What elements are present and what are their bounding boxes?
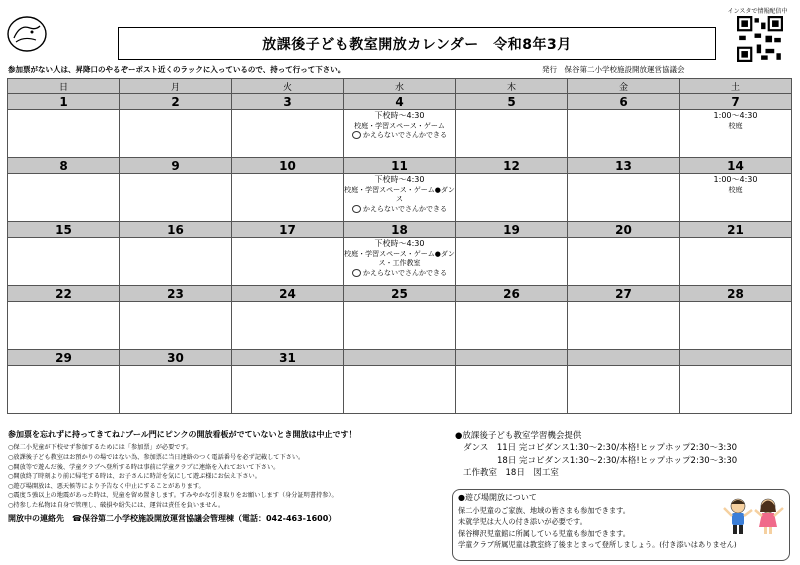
event-cell (232, 174, 344, 222)
date-cell: 1 (8, 94, 120, 110)
weekday-header: 水 (344, 79, 456, 94)
event-cell (8, 238, 120, 286)
date-cell: 15 (8, 222, 120, 238)
participation-notice: 参加票がない人は、昇降口のやるぞーポスト近くのラックに入っているので、持って行って下さい。 (8, 65, 346, 74)
calendar-table (7, 78, 792, 414)
learning-section (455, 430, 795, 479)
date-row (8, 286, 792, 302)
event-cell (680, 366, 792, 414)
playground-line: 学童クラブ所属児童は教室終了後まとまって登所しましょう。(付き添いはありません) (458, 540, 737, 550)
event-row (8, 238, 792, 286)
date-cell: 23 (120, 286, 232, 302)
date-row (8, 94, 792, 110)
stay-icon (352, 205, 361, 213)
event-cell (456, 238, 568, 286)
notes-list (8, 443, 448, 510)
event-cell (232, 110, 344, 158)
event-cell (344, 366, 456, 414)
date-row (8, 222, 792, 238)
date-cell: 29 (8, 350, 120, 366)
event-cell (456, 302, 568, 350)
date-cell: 20 (568, 222, 680, 238)
date-cell: 10 (232, 158, 344, 174)
date-cell: 7 (680, 94, 792, 110)
event-cell (568, 238, 680, 286)
event-cell (680, 174, 792, 222)
event-note-line (344, 131, 455, 140)
note-item: ○開放終了時刻より前に帰宅する時は、お子さんに時計を気にして遊ぶ様にお伝え下さい。 (8, 473, 261, 481)
event-note: かえらないでさんかできる (363, 268, 447, 277)
event-cell (232, 238, 344, 286)
playground-heading: ●遊び場開放について (458, 493, 537, 502)
event-cell (120, 366, 232, 414)
learning-line: 工作教室 18日 図工室 (463, 467, 559, 478)
weekday-header: 木 (456, 79, 568, 94)
date-cell: 21 (680, 222, 792, 238)
instagram-label: インスタで情報配信中 (727, 8, 788, 15)
date-row (8, 350, 792, 366)
event-cell (120, 302, 232, 350)
event-cell (344, 238, 456, 286)
note-item: ○放課後子ども教室はお預かりの場ではない為、参加票に当日連絡のつく電話番号を必ず記載して下さい。 (8, 454, 305, 461)
date-cell (456, 350, 568, 366)
event-cell (680, 110, 792, 158)
event-note: かえらないでさんかできる (363, 204, 447, 213)
event-time: 下校時～4:30 (374, 111, 425, 120)
event-activity: 校庭・学習スペース・ゲーム●ダンス (344, 185, 455, 204)
event-cell (8, 302, 120, 350)
event-time: 下校時～4:30 (374, 239, 425, 248)
page-title: 放課後子ども教室開放カレンダー 令和8年3月 (118, 27, 716, 60)
date-cell: 25 (344, 286, 456, 302)
event-cell (120, 174, 232, 222)
event-cell (232, 366, 344, 414)
stay-icon (352, 131, 361, 139)
note-item: ○震度５強以上の地震があった時は、児童を留め置きします。すみやかな引き取りをお願いします（身分証明書持参）。 (8, 492, 338, 500)
event-row (8, 302, 792, 350)
weekday-header: 土 (680, 79, 792, 94)
date-cell: 19 (456, 222, 568, 238)
event-cell (456, 174, 568, 222)
date-cell: 18 (344, 222, 456, 238)
date-cell: 14 (680, 158, 792, 174)
date-cell: 16 (120, 222, 232, 238)
event-activity: 校庭・学習スペース・ゲーム●ダンス・工作教室 (344, 249, 455, 268)
date-cell: 27 (568, 286, 680, 302)
event-cell (568, 366, 680, 414)
event-note: かえらないでさんかできる (363, 131, 447, 140)
event-cell (232, 302, 344, 350)
weekday-header: 火 (232, 79, 344, 94)
date-cell (568, 350, 680, 366)
event-cell (8, 110, 120, 158)
event-cell (120, 238, 232, 286)
learning-heading: ●放課後子ども教室学習機会提供 (455, 431, 582, 441)
event-cell (568, 110, 680, 158)
date-cell: 28 (680, 286, 792, 302)
learning-line: ダンス 11日 完コピダンス1:30～2:30/本格!ヒップホップ2:30～3:30 (463, 443, 738, 454)
playground-line: 保谷柳沢児童館に所属している児童も参加できます。 (458, 528, 630, 538)
event-activity: 校庭 (728, 185, 743, 194)
note-item: ○保二小児童が下校せず参加するためには「参加票」が必要です。 (8, 444, 193, 452)
weekday-header: 月 (120, 79, 232, 94)
date-row (8, 158, 792, 174)
event-cell (120, 110, 232, 158)
date-cell: 3 (232, 94, 344, 110)
event-cell (8, 366, 120, 414)
event-note-line (344, 205, 455, 214)
event-note-line (344, 269, 455, 278)
date-cell: 8 (8, 158, 120, 174)
event-activity: 校庭 (728, 121, 743, 130)
weekday-header: 金 (568, 79, 680, 94)
event-cell (456, 366, 568, 414)
date-cell (344, 350, 456, 366)
date-cell: 6 (568, 94, 680, 110)
calendar-body (8, 94, 792, 414)
date-cell (680, 350, 792, 366)
date-cell: 4 (344, 94, 456, 110)
event-cell (680, 302, 792, 350)
publisher-label: 発行 保谷第二小学校施設開放運営協議会 (542, 65, 685, 74)
event-row (8, 366, 792, 414)
date-cell: 17 (232, 222, 344, 238)
date-cell: 12 (456, 158, 568, 174)
event-cell (8, 174, 120, 222)
event-cell (456, 110, 568, 158)
event-cell (344, 174, 456, 222)
date-cell: 9 (120, 158, 232, 174)
date-cell: 11 (344, 158, 456, 174)
date-cell: 24 (232, 286, 344, 302)
note-item: ○持参した私物は自身で管理し、破損や紛失には、運営は責任を負いません。 (8, 502, 225, 510)
weekday-header-row (8, 79, 792, 94)
event-row (8, 110, 792, 158)
event-cell (680, 238, 792, 286)
children-illustration-icon (720, 496, 788, 536)
learning-line: 18日 完コピダンス1:30～2:30/本格!ヒップホップ2:30～3:30 (463, 455, 738, 466)
date-cell: 2 (120, 94, 232, 110)
contact-info: 開放中の連絡先 ☎保谷第二小学校施設開放運営協議会管理棟（電話：042-463-1600） (8, 513, 337, 523)
notes-section (8, 429, 448, 525)
event-cell (344, 110, 456, 158)
stay-icon (352, 269, 361, 277)
date-cell: 31 (232, 350, 344, 366)
event-cell (344, 302, 456, 350)
event-activity: 校庭・学習スペース・ゲーム (354, 121, 445, 130)
weekday-header: 日 (8, 79, 120, 94)
playground-line: 保二小児童のご家族、地域の皆さまも参加できます。 (458, 505, 630, 515)
event-cell (568, 174, 680, 222)
event-time: 1:00～4:30 (713, 111, 758, 120)
note-item: ○開放等で遊んだ後、学童クラブへ登所する時は事前に学童クラブに連絡を入れておいて下さい。 (8, 463, 280, 471)
date-cell: 22 (8, 286, 120, 302)
event-time: 下校時～4:30 (374, 175, 425, 184)
school-logo-icon (6, 14, 48, 54)
playground-line: 未就学児は大人の付き添いが必要です。 (458, 517, 587, 527)
note-item: ○遊び場開放は、悪天候等により予告なく中止にすることがあります。 (8, 482, 205, 490)
date-cell: 13 (568, 158, 680, 174)
date-cell: 26 (456, 286, 568, 302)
qr-code-icon[interactable] (737, 16, 783, 62)
event-time: 1:00～4:30 (713, 175, 758, 184)
event-row (8, 174, 792, 222)
event-cell (568, 302, 680, 350)
date-cell: 5 (456, 94, 568, 110)
date-cell: 30 (120, 350, 232, 366)
notes-heading: 参加票を忘れずに持ってきてね♪プール門にピンクの開放看板がでていないとき開放は中止です！ (8, 430, 357, 439)
